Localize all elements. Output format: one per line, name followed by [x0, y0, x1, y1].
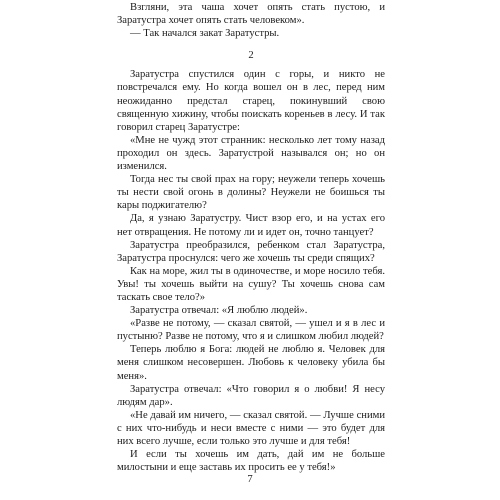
paragraph: Заратустра отвечал: «Я люблю людей». — [130, 305, 308, 317]
paragraph: Как на море, жил ты в одиночестве, и море носило тебя. Увы! ты хочешь выйти на сушу? Ты хочешь снова сам таскать свое тело?» — [117, 265, 385, 303]
paragraph: «Мне не чужд этот странник: несколько лет тому назад проходил он здесь. Заратустрой назывался он; но он изменился. — [117, 134, 385, 173]
paragraph: Заратустра преобразился, ребенком стал Заратустра, Заратустра проснулся: чего же хочешь ты среди спящих? — [117, 239, 385, 264]
page-body-text — [117, 1, 385, 474]
paragraph: Заратустра отвечал: «Что говорил я о любви! Я несу людям дар». — [117, 383, 385, 408]
paragraph: И если ты хочешь им дать, дай им не больше милостыни и еще заставь их просить ее у тебя!» — [117, 449, 385, 474]
section-number: 2 — [248, 50, 254, 62]
paragraph: — Так начался закат Заратустры. — [130, 28, 280, 40]
paragraph: Теперь люблю я Бога: людей не люблю я. Человек для меня слишком несовершен. Любовь к человеку убила бы меня». — [117, 344, 385, 382]
paragraph: «Разве не потому, — сказал святой, — ушел и я в лес и пустыню? Разве не потому, что я и слишком любил людей? — [117, 318, 385, 343]
paragraph: Да, я узнаю Заратустру. Чист взор его, и на устах его нет отвращения. Не потому ли и идет он, точно танцует? — [117, 213, 385, 238]
paragraph: Тогда нес ты свой прах на гору; неужели теперь хочешь ты нести свой огонь в долины? Неужели не боишься ты кары поджигателю? — [117, 174, 385, 212]
paragraph: Заратустра спустился один с горы, и никто не повстречался ему. Но когда вошел он в лес, перед ним неожиданно предстал старец, покинувший свою священную хижину, чтобы поискать кореньев в лесу. И так говорил старец Заратустре: — [117, 69, 385, 133]
paragraph: Взгляни, эта чаша хочет опять стать пустою, и Заратустра хочет опять стать человеком». — [117, 2, 385, 27]
paragraph: «Не давай им ничего, — сказал святой. — Лучше сними с них что-нибудь и неси вместе с ними — это будет для них всего лучше, если только это лучше и для тебя! — [117, 409, 385, 447]
page-number: 7 — [247, 474, 253, 485]
